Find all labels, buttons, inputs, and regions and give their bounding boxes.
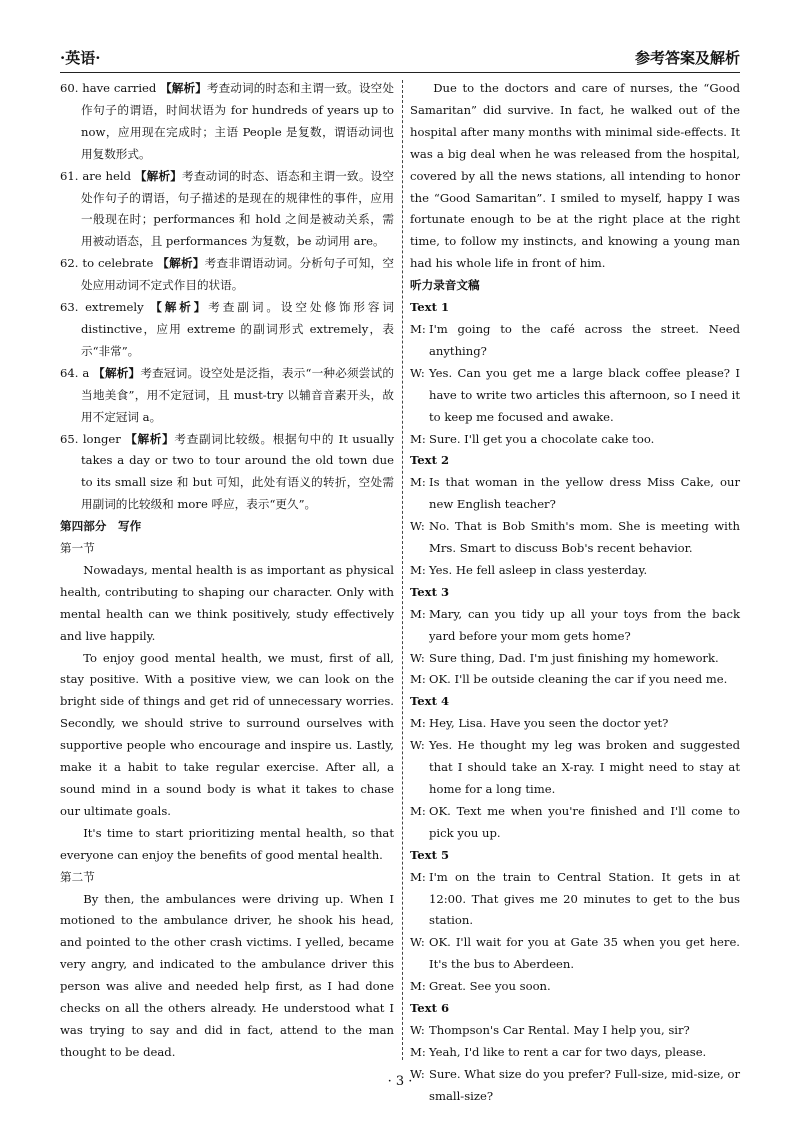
column-divider — [402, 80, 403, 1060]
page-header — [60, 48, 740, 73]
essay-paragraph: It's time to start prioritizing mental health, so that everyone can enjoy the benefits of good mental health. — [60, 825, 394, 862]
dialogue-line: M: I'm going to the café across the street. Need anything? — [410, 321, 740, 358]
answer-item-61: 61. are held 【解析】考查动词的时态、语态和主谓一致。设空处作句子的谓语，句子描述的是现在的规律性的事件，应用一般现在时；performances 和 hold 之间是被动关系，需用被动语态，且 performances 为复数，be 动词用 are。 — [60, 168, 395, 249]
dialogue-line: M: OK. Text me when you're finished and I'll come to pick you up. — [410, 803, 740, 840]
dialogue-line: M: OK. I'll be outside cleaning the car if you need me. — [410, 672, 728, 687]
dialogue-line: M: I'm on the train to Central Station. It gets in at 12:00. That gives me 20 minutes to get to the bus station. — [410, 869, 740, 928]
dialogue-line: W: Sure. What size do you prefer? Full-size, mid-size, or small-size? — [410, 1066, 740, 1103]
text-title: Text 4 — [410, 694, 450, 709]
dialogue-line: W: OK. I'll wait for you at Gate 35 when you get here. It's the bus to Aberdeen. — [410, 935, 740, 972]
left-column — [60, 78, 394, 1064]
answer-item-63: 63. extremely 【解析】考查副词。设空处修饰形容词 distinctive，应用 extreme 的副词形式 extremely，表示“非常”。 — [60, 300, 394, 358]
text-title: Text 6 — [410, 1001, 450, 1016]
text-title: Text 3 — [410, 584, 450, 599]
dialogue-line: W: Thompson's Car Rental. May I help you, sir? — [410, 1022, 690, 1037]
dialogue-line: M: Mary, can you tidy up all your toys from the back yard before your mom gets home? — [410, 606, 740, 643]
section2-label: 第二节 — [60, 869, 95, 884]
answer-item-62: 62. to celebrate 【解析】考查非谓语动词。分析句子可知，空处应用动词不定式作目的状语。 — [60, 256, 394, 293]
answer-item-60: 60. have carried 【解析】考查动词的时态和主谓一致。设空处作句子的谓语，时间状语为 for hundreds of years up to now，应用现在完成时；主语 People 是复数，谓语动词也用复数形式。 — [60, 81, 394, 161]
dialogue-line: M: Yeah, I'd like to rent a car for two days, please. — [410, 1044, 707, 1059]
text-title: Text 5 — [410, 847, 450, 862]
section-title-writing: 第四部分 写作 — [60, 519, 142, 534]
text-title: Text 1 — [410, 300, 450, 315]
page-number: · 3 · — [387, 1074, 413, 1089]
dialogue-line: M: Yes. He fell asleep in class yesterday. — [410, 562, 648, 577]
dialogue-line: M: Is that woman in the yellow dress Miss Cake, our new English teacher? — [410, 475, 740, 512]
header-subject: ·英语· — [60, 49, 101, 67]
dialogue-line: M: Sure. I'll get you a chocolate cake too. — [410, 431, 655, 446]
continuation-paragraph-end: Due to the doctors and care of nurses, the “Good Samaritan” did survive. In fact, he walked out of the hospital after many months with minimal side-effects. It was a big deal when he was released from the hospital, covered by all the news stations, all intending to honor the “Good Samaritan”. I smiled to myself, happy I was fortunate enough to be at the right place at the right time, to follow my instincts, and knowing a young man had his whole life in front of him. — [410, 81, 740, 271]
continuation-paragraph: By then, the ambulances were driving up. When I motioned to the ambulance driver, he shook his head, and pointed to the other crash victims. I yelled, became very angry, and indicated to the ambulance driver this person was alive and needed help first, as I had done checks on all the others already. He understood what I was trying to say and did in fact, attend to the man thought to be dead. — [60, 891, 394, 1059]
answer-item-65: 65. longer 【解析】考查副词比较级。根据句中的 It usually takes a day or two to tour around the old town due to its small size 和 but 可知，此处有语义的转折，空处需用副词的比较级和 more 呼应，表示“更久”。 — [60, 431, 394, 512]
dialogue-line: M: Hey, Lisa. Have you seen the doctor yet? — [410, 716, 669, 731]
right-column — [410, 78, 740, 1108]
transcript-title: 听力录音文稿 — [410, 278, 480, 293]
text-title: Text 2 — [410, 453, 450, 468]
header-title: 参考答案及解析 — [634, 49, 740, 67]
dialogue-line: M: Great. See you soon. — [410, 979, 551, 994]
essay-paragraph: Nowadays, mental health is as important as physical health, contributing to shaping our character. Only with mental health can we think positively, study effectively and live happily. — [60, 562, 394, 643]
dialogue-line: W: Sure thing, Dad. I'm just finishing my homework. — [410, 650, 719, 665]
dialogue-line: W: No. That is Bob Smith's mom. She is meeting with Mrs. Smart to discuss Bob's recent behavior. — [410, 519, 740, 556]
dialogue-line: W: Yes. Can you get me a large black coffee please? I have to write two articles this afternoon, so I need it to keep me focused and awake. — [410, 365, 740, 424]
dialogue-line: W: Yes. He thought my leg was broken and suggested that I should take an X-ray. I might need to stay at home for a long time. — [410, 738, 740, 796]
section1-label: 第一节 — [60, 541, 95, 556]
answer-item-64: 64. a 【解析】考查冠词。设空处是泛指，表示“一种必须尝试的当地美食”，用不定冠词，且 must-try 以辅音音素开头，故用不定冠词 a。 — [60, 365, 394, 424]
essay-paragraph: To enjoy good mental health, we must, first of all, stay positive. With a positive view, we can look on the bright side of things and get rid of unnecessary worries. Secondly, we should strive to surround ourselves with supportive people who encourage and inspire us. Lastly, make it a habit to take regular exercise. After all, a sound mind in a sound body is what it takes to chase our ultimate goals. — [60, 650, 394, 818]
